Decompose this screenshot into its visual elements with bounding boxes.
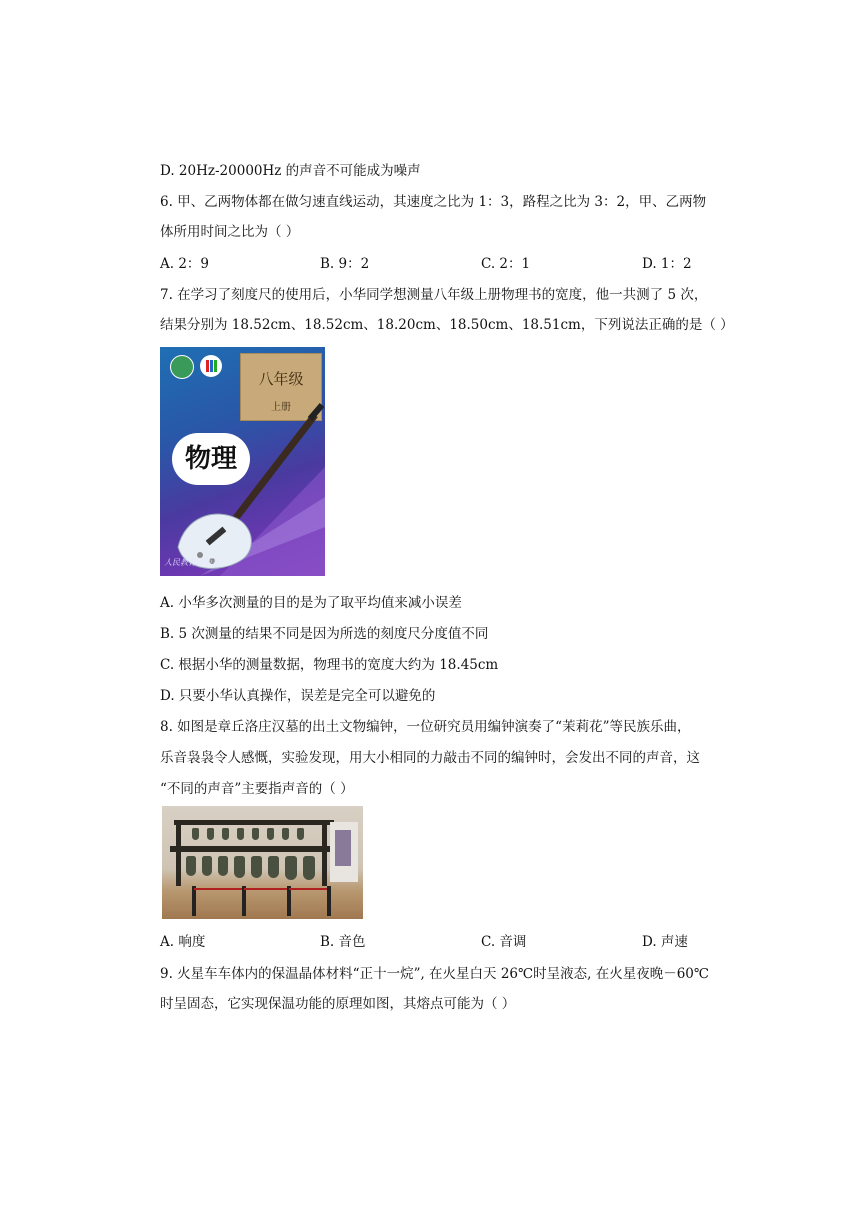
q7-option-b: B. 5 次测量的结果不同是因为所选的刻度尺分度值不同 [160, 626, 489, 642]
q6-option-a: A. 2：9 [160, 256, 210, 272]
q8-stem-line2: 乐音袅袅令人感慨，实验发现，用大小相同的力敲击不同的编钟时，会发出不同的声音，这 [160, 750, 700, 766]
q6-option-d: D. 1：2 [642, 256, 692, 272]
electric-guitar-icon [160, 347, 325, 576]
q6-stem-line1: 6. 甲、乙两物体都在做匀速直线运动，其速度之比为 1：3，路程之比为 3：2，甲、乙两物 [160, 194, 707, 210]
q7-option-d: D. 只要小华认真操作，误差是完全可以避免的 [160, 688, 436, 704]
q7-stem-line1: 7. 在学习了刻度尺的使用后，小华同学想测量八年级上册物理书的宽度，他一共测了 5 次， [160, 287, 708, 303]
q6-option-b: B. 9：2 [320, 256, 370, 272]
book-subject: 物理 [172, 433, 250, 485]
q5-option-d: D. 20Hz-20000Hz 的声音不可能成为噪声 [160, 163, 421, 179]
q9-stem-line1: 9. 火星车车体内的保温晶体材料“正十一烷”, 在火星白天 26℃时呈液态, 在火星夜晚－60℃ [160, 966, 709, 982]
book-grade: 八年级 [258, 370, 304, 388]
bronze-bells-photo [162, 806, 363, 919]
q7-option-c: C. 根据小华的测量数据，物理书的宽度大约为 18.45cm [160, 657, 499, 673]
q6-stem-line2: 体所用时间之比为（ ） [160, 224, 300, 240]
q8-stem-line1: 8. 如图是章丘洛庄汉墓的出土文物编钟，一位研究员用编钟演奏了“茉莉花”等民族乐曲， [160, 719, 691, 735]
publisher-name: 人民教育出版社 [164, 558, 220, 567]
q7-option-a: A. 小华多次测量的目的是为了取平均值来减小误差 [160, 595, 462, 611]
q7-stem-line2: 结果分别为 18.52cm、18.52cm、18.20cm、18.50cm、18.51cm，下列说法正确的是（ ） [160, 317, 734, 333]
q8-option-a: A. 响度 [160, 934, 206, 950]
q8-stem-line3: “不同的声音”主要指声音的（ ） [160, 781, 354, 797]
q8-option-b: B. 音色 [320, 934, 366, 950]
q9-stem-line2: 时呈固态，它实现保温功能的原理如图，其熔点可能为（ ） [160, 996, 516, 1012]
book-volume: 上册 [271, 402, 291, 413]
q6-option-c: C. 2：1 [481, 256, 531, 272]
physics-textbook-cover-image [160, 347, 325, 576]
q8-option-d: D. 声速 [642, 934, 688, 950]
q8-option-c: C. 音调 [481, 934, 527, 950]
